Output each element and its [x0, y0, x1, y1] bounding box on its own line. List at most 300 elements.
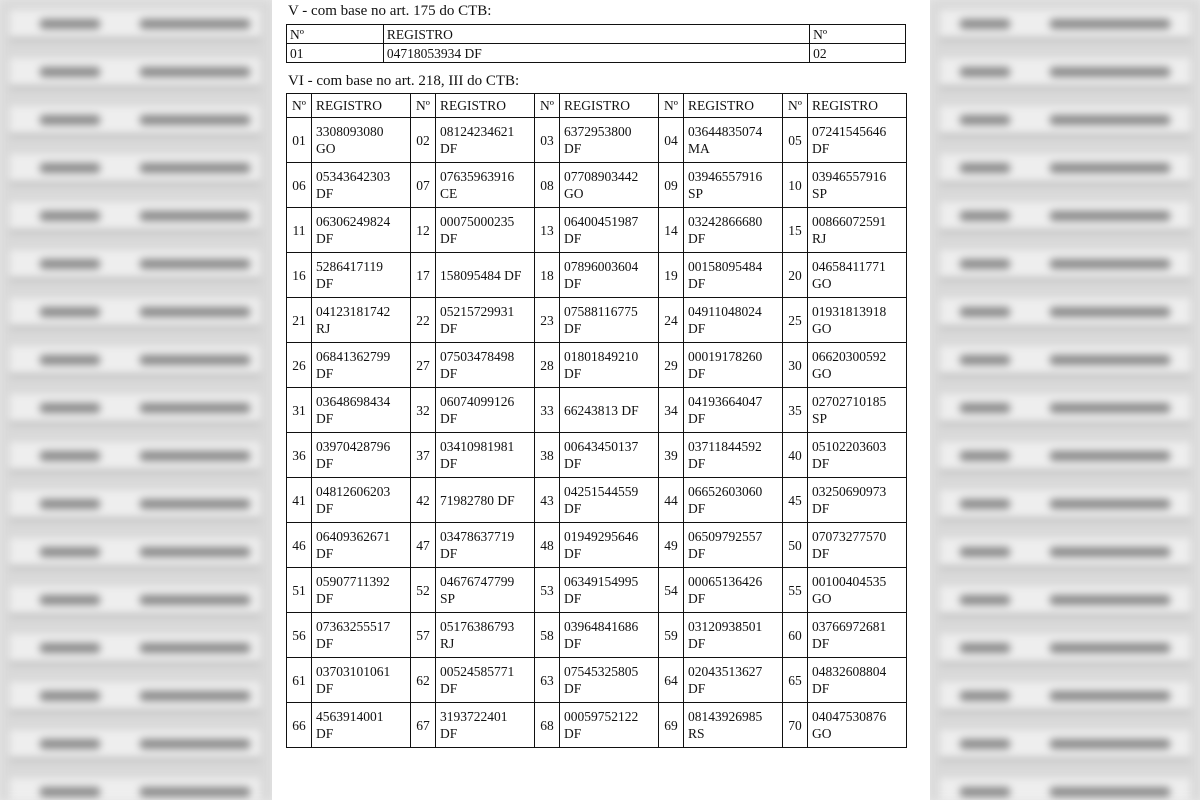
entry-registro [560, 613, 659, 658]
registro-number: 07635963916 [440, 169, 515, 184]
blurred-text [960, 259, 1010, 269]
blurred-text [960, 163, 1010, 173]
registro-number: 04812606203 [316, 484, 391, 499]
blurred-text [40, 499, 100, 509]
registro-state: GO [812, 726, 832, 741]
registro-state: DF [688, 321, 706, 336]
blurred-text [960, 499, 1010, 509]
blurred-row [940, 442, 1190, 472]
registro-state: DF [812, 546, 830, 561]
entry-registro [436, 388, 535, 433]
entry-number: 40 [783, 433, 808, 478]
registro-number: 03644835074 [688, 124, 763, 139]
registro-state: DF [812, 501, 830, 516]
entry-number: 05 [783, 118, 808, 163]
registro-state: DF [440, 141, 458, 156]
entry-number: 46 [287, 523, 312, 568]
blurred-text [140, 355, 250, 365]
blurred-row [10, 154, 260, 184]
blurred-row [940, 682, 1190, 712]
entry-registro [684, 208, 783, 253]
entry-registro [560, 118, 659, 163]
entry-registro [436, 523, 535, 568]
registro-state: GO [812, 276, 832, 291]
header-number: Nº [411, 94, 436, 118]
blurred-text [40, 787, 100, 797]
entry-registro [808, 343, 907, 388]
entry-registro [684, 343, 783, 388]
entry-number: 35 [783, 388, 808, 433]
registro-number: 06620300592 [812, 349, 887, 364]
registro-state: DF [316, 231, 334, 246]
entry-number: 67 [411, 703, 436, 748]
entry-registro [436, 433, 535, 478]
blurred-background-right [930, 0, 1200, 800]
blurred-text [40, 211, 100, 221]
table-row [287, 703, 907, 748]
registro-number: 03766972681 [812, 619, 887, 634]
registro-number: 06409362671 [316, 529, 391, 544]
entry-number: 23 [535, 298, 560, 343]
entry-number: 33 [535, 388, 560, 433]
blurred-text [140, 307, 250, 317]
entry-registro [436, 478, 535, 523]
blurred-text [140, 739, 250, 749]
entry-registro [684, 613, 783, 658]
entry-number: 45 [783, 478, 808, 523]
blurred-text [1050, 787, 1170, 797]
registro-number: 08124234621 [440, 124, 515, 139]
header-number: Nº [287, 94, 312, 118]
registro-number: 07503478498 [440, 349, 515, 364]
blurred-row [940, 586, 1190, 616]
registro-number: 06841362799 [316, 349, 391, 364]
blurred-row [10, 58, 260, 88]
blurred-row [940, 634, 1190, 664]
registro-number: 07073277570 [812, 529, 887, 544]
registro-state: DF [812, 456, 830, 471]
registro-number: 03964841686 [564, 619, 639, 634]
entry-registro [312, 478, 411, 523]
blurred-row [940, 778, 1190, 800]
entry-number: 65 [783, 658, 808, 703]
registro-state: DF [564, 546, 582, 561]
blurred-row [10, 490, 260, 520]
entry-number: 01 [287, 118, 312, 163]
blurred-text [960, 739, 1010, 749]
blurred-text [960, 355, 1010, 365]
entry-number: 09 [659, 163, 684, 208]
blurred-text [140, 547, 250, 557]
registro-state: GO [812, 366, 832, 381]
blurred-text [140, 451, 250, 461]
blurred-text [960, 211, 1010, 221]
table-row [287, 343, 907, 388]
registro-number: 03648698434 [316, 394, 391, 409]
blurred-text [960, 403, 1010, 413]
blurred-text [40, 739, 100, 749]
registro-number: 00643450137 [564, 439, 639, 454]
registro-number: 06306249824 [316, 214, 391, 229]
registro-state: DF [564, 681, 582, 696]
registro-state: RS [688, 726, 705, 741]
entry-number: 18 [535, 253, 560, 298]
blurred-row [10, 586, 260, 616]
registro-state: DF [316, 726, 334, 741]
registro-number: 07588116775 [564, 304, 638, 319]
registro-state: SP [812, 186, 828, 201]
registro-number: 03711844592 [688, 439, 762, 454]
registro-state: DF [688, 501, 706, 516]
entry-registro [808, 253, 907, 298]
registro-state: DF [440, 726, 458, 741]
registro-state: DF [688, 231, 706, 246]
blurred-text [1050, 259, 1170, 269]
registro-state: GO [316, 141, 336, 156]
entry-registro [808, 118, 907, 163]
registro-state: RJ [316, 321, 331, 336]
registro-state: DF [812, 141, 830, 156]
entry-registro [560, 253, 659, 298]
registro-number: 03946557916 [812, 169, 887, 184]
registro-number: 07545325805 [564, 664, 639, 679]
entry-registro [312, 388, 411, 433]
blurred-text [1050, 595, 1170, 605]
blurred-text [40, 643, 100, 653]
table-cell: 04718053934 DF [383, 44, 809, 63]
entry-registro [560, 433, 659, 478]
table-header-row [287, 94, 907, 118]
blurred-row [940, 250, 1190, 280]
blurred-text [140, 115, 250, 125]
entry-number: 22 [411, 298, 436, 343]
entry-registro [684, 478, 783, 523]
entry-number: 07 [411, 163, 436, 208]
registro-state: SP [440, 591, 456, 606]
entry-number: 58 [535, 613, 560, 658]
blurred-text [1050, 211, 1170, 221]
entry-number: 70 [783, 703, 808, 748]
table-row [287, 523, 907, 568]
entry-registro [684, 118, 783, 163]
registro-state: GO [564, 186, 584, 201]
registro-state: DF [564, 321, 582, 336]
table-row [287, 613, 907, 658]
registro-state: DF [316, 276, 334, 291]
entry-number: 50 [783, 523, 808, 568]
blurred-text [1050, 67, 1170, 77]
blurred-text [1050, 307, 1170, 317]
blurred-text [40, 595, 100, 605]
entry-registro [560, 343, 659, 388]
entry-number: 25 [783, 298, 808, 343]
entry-number: 47 [411, 523, 436, 568]
registro-number: 06074099126 [440, 394, 515, 409]
registro-state: DF [688, 636, 706, 651]
registro-number: 03410981981 [440, 439, 515, 454]
table-row [287, 118, 907, 163]
registro-state: DF [316, 501, 334, 516]
entry-registro [560, 298, 659, 343]
blurred-text [140, 499, 250, 509]
registro-number: 04658411771 [812, 259, 886, 274]
entry-registro [312, 703, 411, 748]
registro-state: DF [440, 681, 458, 696]
blurred-text [960, 67, 1010, 77]
registro-state: DF [440, 456, 458, 471]
blurred-text [960, 451, 1010, 461]
entry-number: 42 [411, 478, 436, 523]
entry-number: 17 [411, 253, 436, 298]
blurred-text [140, 691, 250, 701]
header-registro: REGISTRO [560, 94, 659, 118]
entry-number: 10 [783, 163, 808, 208]
registro-state: DF [440, 411, 458, 426]
entry-number: 37 [411, 433, 436, 478]
entry-registro [684, 298, 783, 343]
registro-number: 06509792557 [688, 529, 763, 544]
entry-registro [312, 658, 411, 703]
entry-number: 32 [411, 388, 436, 433]
entry-number: 66 [287, 703, 312, 748]
table-row [287, 388, 907, 433]
registro-number: 03242866680 [688, 214, 763, 229]
entry-number: 52 [411, 568, 436, 613]
blurred-text [40, 67, 100, 77]
entry-registro [312, 568, 411, 613]
registro-number: 05176386793 [440, 619, 515, 634]
registro-state: RJ [812, 231, 827, 246]
blurred-text [40, 451, 100, 461]
blurred-text [960, 787, 1010, 797]
registro-state: DF [564, 501, 582, 516]
registro-state: RJ [440, 636, 455, 651]
entry-registro [808, 613, 907, 658]
registro-state: DF [688, 681, 706, 696]
entry-registro [684, 658, 783, 703]
registro-number: 04193664047 [688, 394, 763, 409]
blurred-row [10, 394, 260, 424]
registro-state: DF [316, 456, 334, 471]
registro-state: DF [316, 366, 334, 381]
entry-number: 04 [659, 118, 684, 163]
entry-registro [312, 523, 411, 568]
blurred-text [140, 211, 250, 221]
entry-registro [312, 118, 411, 163]
blurred-text [140, 595, 250, 605]
registro-number: 07241545646 [812, 124, 887, 139]
registro-state: DF [688, 411, 706, 426]
blurred-text [1050, 691, 1170, 701]
entry-number: 06 [287, 163, 312, 208]
registro-state: DF [564, 366, 582, 381]
registro-number: 01931813918 [812, 304, 887, 319]
blurred-background-left [0, 0, 272, 800]
registro-state: DF [564, 726, 582, 741]
blurred-row [940, 346, 1190, 376]
document-page [272, 0, 930, 800]
registro-number: 00019178260 [688, 349, 763, 364]
registro-state: CE [440, 186, 458, 201]
entry-registro [312, 433, 411, 478]
blurred-text [1050, 355, 1170, 365]
blurred-row [10, 538, 260, 568]
table-row [287, 253, 907, 298]
blurred-text [40, 115, 100, 125]
registro-number: 05907711392 [316, 574, 390, 589]
entry-number: 24 [659, 298, 684, 343]
blurred-text [1050, 115, 1170, 125]
blurred-text [140, 163, 250, 173]
entry-registro [684, 163, 783, 208]
header-registro: REGISTRO [436, 94, 535, 118]
registro-number: 03703101061 [316, 664, 391, 679]
registro-state: DF [688, 366, 706, 381]
entry-registro [436, 253, 535, 298]
entry-number: 56 [287, 613, 312, 658]
blurred-text [40, 307, 100, 317]
entry-number: 08 [535, 163, 560, 208]
registro-number: 03478637719 [440, 529, 515, 544]
entry-registro [312, 298, 411, 343]
blurred-text [40, 259, 100, 269]
entry-number: 16 [287, 253, 312, 298]
entry-number: 30 [783, 343, 808, 388]
entry-registro [560, 523, 659, 568]
registro-number: 71982780 DF [440, 492, 515, 508]
entry-registro [312, 613, 411, 658]
blurred-row [940, 58, 1190, 88]
registro-state: DF [564, 636, 582, 651]
registro-number: 01801849210 [564, 349, 639, 364]
blurred-text [40, 163, 100, 173]
entry-number: 20 [783, 253, 808, 298]
registro-number: 03250690973 [812, 484, 887, 499]
blurred-text [1050, 403, 1170, 413]
registro-state: DF [564, 141, 582, 156]
registro-state: GO [812, 321, 832, 336]
entry-registro [808, 298, 907, 343]
blurred-row [10, 298, 260, 328]
registro-state: DF [440, 231, 458, 246]
registro-state: DF [812, 681, 830, 696]
registro-state: DF [316, 546, 334, 561]
blurred-text [1050, 499, 1170, 509]
registro-state: DF [564, 276, 582, 291]
registro-number: 00065136426 [688, 574, 763, 589]
registro-number: 02702710185 [812, 394, 887, 409]
registro-number: 05215729931 [440, 304, 515, 319]
registro-number: 00075000235 [440, 214, 515, 229]
registro-number: 06400451987 [564, 214, 639, 229]
entry-registro [436, 568, 535, 613]
blurred-row [940, 538, 1190, 568]
blurred-row [10, 202, 260, 232]
registro-number: 04123181742 [316, 304, 391, 319]
entry-registro [684, 253, 783, 298]
entry-number: 53 [535, 568, 560, 613]
registro-state: DF [440, 546, 458, 561]
registro-state: DF [564, 456, 582, 471]
table-row [287, 433, 907, 478]
registro-state: DF [440, 321, 458, 336]
header-registro: REGISTRO [312, 94, 411, 118]
entry-number: 60 [783, 613, 808, 658]
blurred-row [10, 442, 260, 472]
entry-number: 51 [287, 568, 312, 613]
entry-number: 11 [287, 208, 312, 253]
registro-state: DF [688, 546, 706, 561]
header-number: Nº [783, 94, 808, 118]
entry-number: 38 [535, 433, 560, 478]
entry-registro [808, 568, 907, 613]
registro-number: 00100404535 [812, 574, 887, 589]
registro-number: 00866072591 [812, 214, 887, 229]
entry-registro [560, 658, 659, 703]
entry-number: 49 [659, 523, 684, 568]
entry-number: 63 [535, 658, 560, 703]
blurred-text [140, 787, 250, 797]
registro-state: DF [688, 591, 706, 606]
blurred-text [140, 259, 250, 269]
blurred-text [40, 547, 100, 557]
entry-registro [436, 613, 535, 658]
blurred-text [140, 19, 250, 29]
registro-number: 158095484 DF [440, 267, 522, 283]
entry-number: 02 [411, 118, 436, 163]
registro-number: 00158095484 [688, 259, 763, 274]
registro-number: 4563914001 [316, 709, 384, 724]
registro-number: 02043513627 [688, 664, 763, 679]
blurred-text [960, 307, 1010, 317]
registro-number: 07363255517 [316, 619, 391, 634]
entry-number: 19 [659, 253, 684, 298]
blurred-row [940, 202, 1190, 232]
registro-number: 00524585771 [440, 664, 515, 679]
entry-number: 61 [287, 658, 312, 703]
registro-number: 04251544559 [564, 484, 639, 499]
registro-number: 06652603060 [688, 484, 763, 499]
blurred-text [1050, 547, 1170, 557]
entry-number: 43 [535, 478, 560, 523]
section-vi-table [286, 93, 907, 748]
entry-number: 21 [287, 298, 312, 343]
entry-number: 64 [659, 658, 684, 703]
entry-number: 12 [411, 208, 436, 253]
entry-number: 26 [287, 343, 312, 388]
blurred-text [40, 19, 100, 29]
entry-number: 44 [659, 478, 684, 523]
section-vi-title: VI - com base no art. 218, III do CTB: [288, 73, 520, 89]
registro-number: 04676747799 [440, 574, 515, 589]
registro-number: 66243813 DF [564, 402, 639, 418]
blurred-row [940, 298, 1190, 328]
header-cell: Nº [810, 25, 906, 44]
entry-registro [808, 433, 907, 478]
entry-registro [312, 163, 411, 208]
entry-number: 57 [411, 613, 436, 658]
entry-number: 28 [535, 343, 560, 388]
blurred-text [40, 355, 100, 365]
entry-number: 41 [287, 478, 312, 523]
table-cell: 02 [810, 44, 906, 63]
header-registro: REGISTRO [808, 94, 907, 118]
blurred-text [960, 115, 1010, 125]
registro-state: DF [316, 591, 334, 606]
entry-registro [560, 703, 659, 748]
blurred-row [10, 778, 260, 800]
blurred-row [940, 106, 1190, 136]
